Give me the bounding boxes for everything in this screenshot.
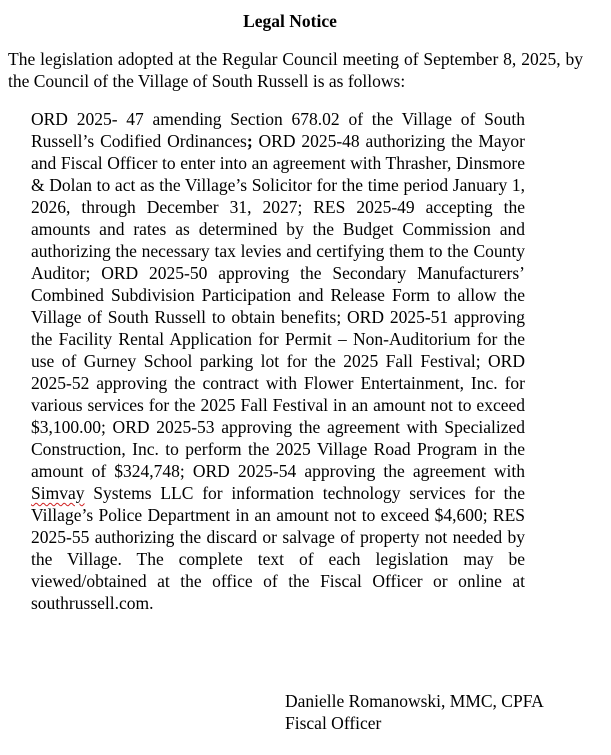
signature-title: Fiscal Officer (285, 713, 382, 733)
signature-name: Danielle Romanowski, MMC, CPFA (285, 691, 544, 711)
notice-legislation-paragraph (31, 108, 525, 614)
legislation-text-part-2: ORD 2025-48 authorizing the Mayor and Fiscal Officer to enter into an agreement with Thrasher, Dinsmore & Dolan to act as the Village’s Solicitor for the time period January 1, 2026, through December 31, 2027; RES 2025-49 accepting the amounts and rates as determined by the Budget Commission and authorizing the necessary tax levies and certifying them to the County Auditor; ORD 2025-50 approving the Secondary Manufacturers’ Combined Subdivision Participation and Release Form to allow the Village of South Russell to obtain benefits; ORD 2025-51 approving the Facility Rental Application for Permit – Non-Auditorium for the use of Gurney School parking lot for the 2025 Fall Festival; ORD 2025-52 approving the contract with Flower Entertainment, Inc. for various services for the 2025 Fall Festival in an amount not to exceed $3,100.00; ORD 2025-53 approving the agreement with Specialized Construction, Inc. to perform the 2025 Village Road Program in the amount of $324,748; ORD 2025-54 approving the agreement with (31, 131, 525, 481)
notice-intro-paragraph: The legislation adopted at the Regular Council meeting of September 8, 2025, by the Council of the Village of South Russell is as follows: (8, 49, 583, 91)
legislation-text-part-1: ORD 2025- 47 amending Section 678.02 of the Village of South Russell’s Codified Ordinances (31, 109, 525, 151)
legislation-bold-semicolon: ; (246, 131, 253, 151)
notice-title: Legal Notice (243, 11, 337, 31)
signature-block (285, 690, 595, 734)
spellcheck-flagged-word[interactable]: Simvay (31, 483, 85, 503)
legislation-text-part-3: Systems LLC for information technology services for the Village’s Police Department in an amount not to exceed $4,600; RES 2025-55 authorizing the discard or salvage of property not needed by the Village. The complete text of each legislation may be viewed/obtained at the office of the Fiscal Officer or online at southrussell.com. (31, 483, 525, 613)
